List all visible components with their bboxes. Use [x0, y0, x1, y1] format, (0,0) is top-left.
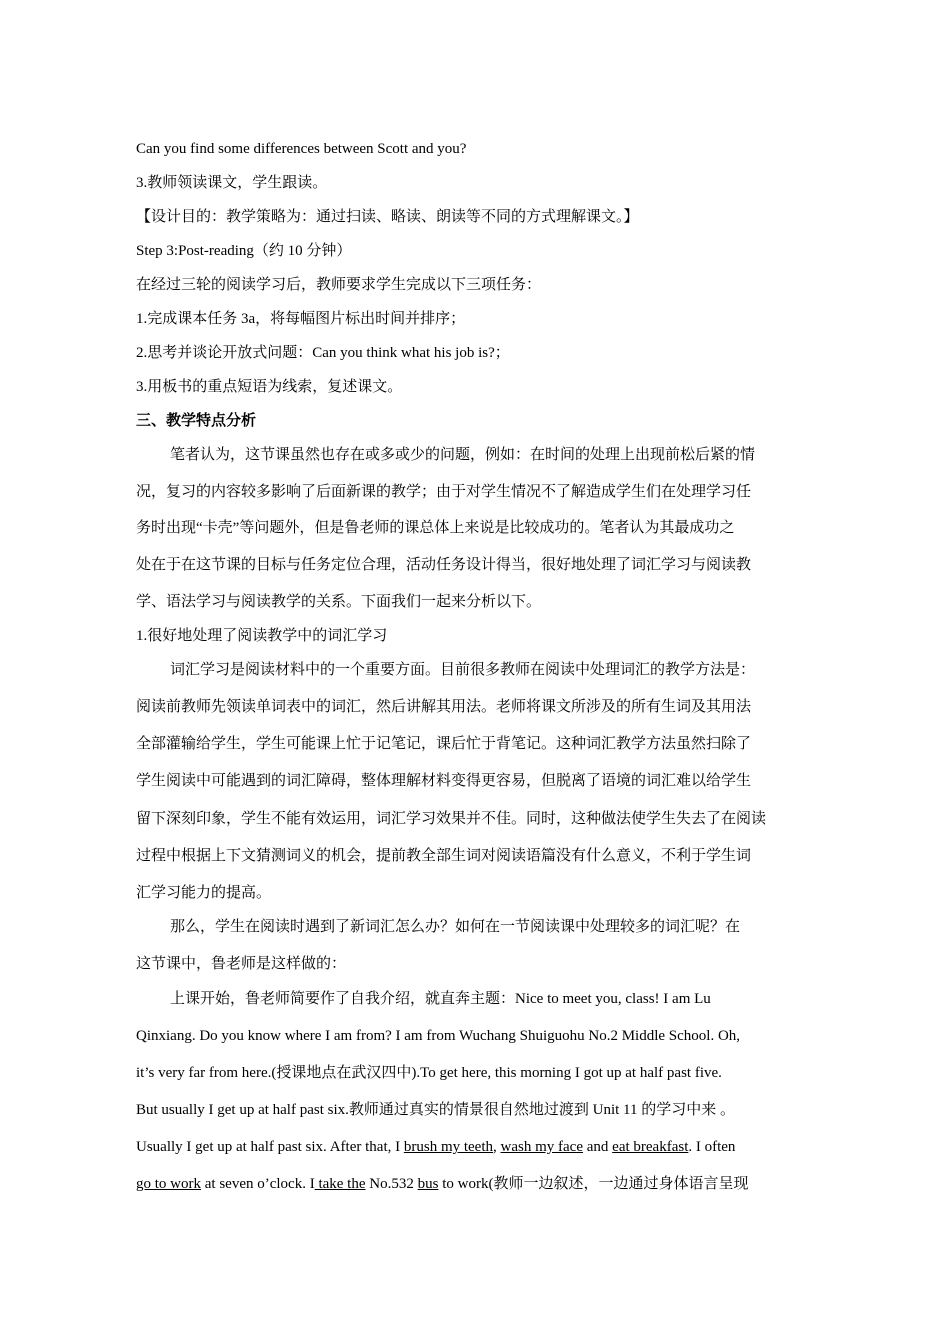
- text-run: ,: [493, 1139, 501, 1155]
- paragraph-line: 学生阅读中可能遇到的词汇障碍，整体理解材料变得更容易，但脱离了语境的词汇难以给学生: [136, 773, 752, 789]
- text-run: to work(教师一边叙述，一边通过身体语言呈现: [438, 1176, 749, 1192]
- text-line: 在经过三轮的阅读学习后，教师要求学生完成以下三项任务：: [136, 277, 542, 293]
- text-run: . I often: [688, 1139, 736, 1155]
- task-item: 3.用板书的重点短语为线索，复述课文。: [136, 379, 403, 395]
- paragraph-line: 那么，学生在阅读时遇到了新词汇怎么办？如何在一节阅读课中处理较多的词汇呢？在: [170, 919, 741, 935]
- underlined-phrase: take the: [314, 1176, 366, 1192]
- section-heading: 三、教学特点分析: [136, 413, 257, 429]
- text-run: No.532: [365, 1176, 418, 1192]
- underlined-phrase: bus: [417, 1176, 439, 1192]
- task-item: 1.完成课本任务 3a，将每幅图片标出时间并排序；: [136, 311, 466, 327]
- paragraph-line: 上课开始，鲁老师简要作了自我介绍，就直奔主题：Nice to meet you, class! I am Lu: [170, 991, 711, 1007]
- paragraph-line: 学、语法学习与阅读教学的关系。下面我们一起来分析以下。: [136, 594, 542, 610]
- paragraph-line: 词汇学习是阅读材料中的一个重要方面。目前很多教师在阅读中处理词汇的教学方法是：: [170, 662, 756, 678]
- text-line: Can you find some differences between Scott and you?: [136, 141, 467, 157]
- paragraph-line: it’s very far from here.(授课地点在武汉四中).To get here, this morning I got up at half past five.: [136, 1065, 722, 1081]
- text-line: 3.教师领读课文，学生跟读。: [136, 175, 328, 191]
- subsection-heading: 1.很好地处理了阅读教学中的词汇学习: [136, 628, 388, 644]
- paragraph-line: Qinxiang. Do you know where I am from? I am from Wuchang Shuiguohu No.2 Middle School. Oh,: [136, 1028, 741, 1044]
- text-run: Usually I get up at half past six. After that, I: [136, 1139, 404, 1155]
- underlined-phrase: brush my teeth: [403, 1139, 494, 1155]
- text-run: and: [582, 1139, 613, 1155]
- design-purpose-note: 【设计目的：教学策略为：通过扫读、略读、朗读等不同的方式理解课文。】: [136, 209, 639, 225]
- text-run: at seven o’clock. I: [201, 1176, 315, 1192]
- paragraph-line: 笔者认为，这节课虽然也存在或多或少的问题，例如：在时间的处理上出现前松后紧的情: [170, 447, 756, 463]
- underlined-phrase: wash my face: [500, 1139, 583, 1155]
- paragraph-line: 况，复习的内容较多影响了后面新课的教学；由于对学生情况不了解造成学生们在处理学习任: [136, 484, 752, 500]
- paragraph-line: But usually I get up at half past six.教师通过真实的情景很自然地过渡到 Unit 11 的学习中来 。: [136, 1102, 735, 1118]
- paragraph-line: 汇学习能力的提高。: [136, 885, 272, 901]
- paragraph-line: 过程中根据上下文猜测词义的机会，提前教全部生词对阅读语篇没有什么意义，不利于学生词: [136, 848, 752, 864]
- paragraph-line: 全部灌输给学生，学生可能课上忙于记笔记，课后忙于背笔记。这种词汇教学方法虽然扫除了: [136, 736, 752, 752]
- paragraph-line: 务时出现“卡壳”等问题外，但是鲁老师的课总体上来说是比较成功的。笔者认为其最成功之: [136, 520, 735, 536]
- paragraph-line: 这节课中，鲁老师是这样做的：: [136, 956, 347, 972]
- underlined-phrase: eat breakfast: [612, 1139, 689, 1155]
- paragraph-line: 阅读前教师先领读单词表中的词汇，然后讲解其用法。老师将课文所涉及的所有生词及其用法: [136, 699, 752, 715]
- paragraph-line: 处在于在这节课的目标与任务定位合理，活动任务设计得当，很好地处理了词汇学习与阅读教: [136, 557, 752, 573]
- task-item: 2.思考并谈论开放式问题：Can you think what his job is?；: [136, 345, 510, 361]
- underlined-phrase: go to work: [136, 1176, 201, 1192]
- paragraph-line: [136, 1139, 735, 1156]
- paragraph-line: [136, 1176, 748, 1193]
- paragraph-line: 留下深刻印象，学生不能有效运用，词汇学习效果并不佳。同时，这种做法使学生失去了在阅读: [136, 811, 767, 827]
- step-heading: Step 3:Post-reading（约 10 分钟）: [136, 243, 352, 259]
